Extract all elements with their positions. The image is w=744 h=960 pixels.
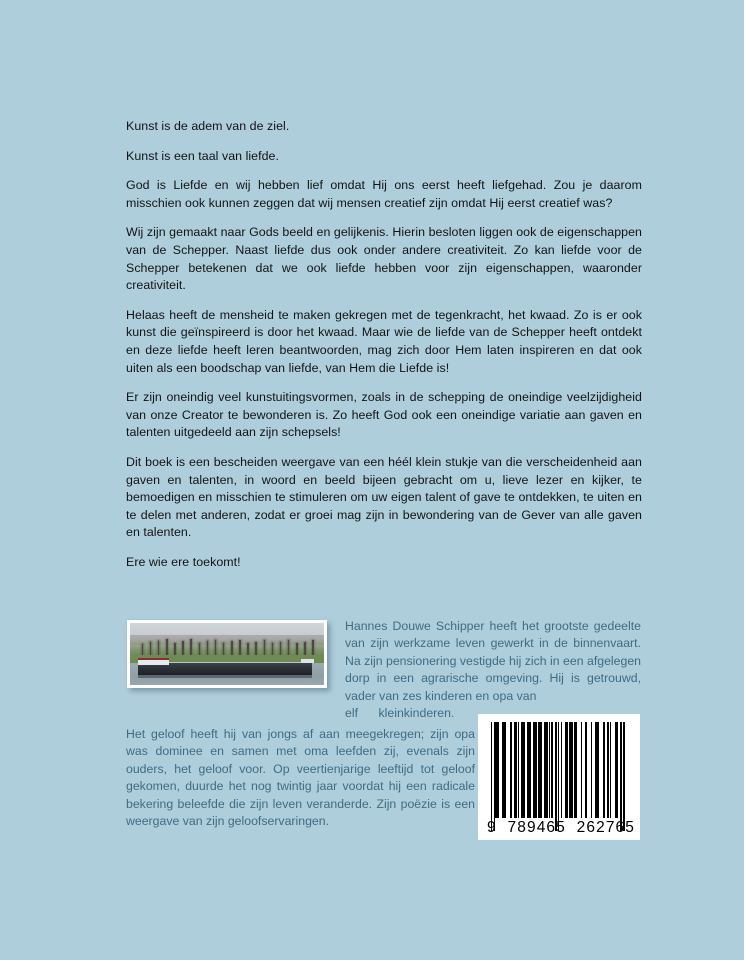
paragraph-7: Dit boek is een bescheiden weergave van een héél klein stukje van die verscheidenheid aan gaven en talenten, in woord en beeld bijeen gebracht om u, lieve lezer en kijker, te bemoedigen en misschien te stimuleren om uw eigen talent of gave te ontdekken, te uiten en te delen met anderen, zodat er groei mag zijn in bewondering van de Gever van alle gaven en talenten. <box>126 454 642 540</box>
paragraph-1: Kunst is de adem van de ziel. <box>126 119 290 133</box>
author-bio-paragraph-1-last-line: elf kleinkinderen. <box>345 706 455 721</box>
paragraph-2: Kunst is een taal van liefde. <box>126 148 279 163</box>
paragraph-5: Helaas heeft de mensheid te maken gekregen met de tegenkracht, het kwaad. Zo is er ook kunst die geïnspireerd is door het kwaad. Maar wie de liefde van de Schepper heeft ontdekt en deze liefde heeft leren beantwoorden, mag zich door Hem laten inspireren en dat ook uiten als een boodschap van liefde, van Hem die Liefde is! <box>126 307 642 375</box>
back-cover-body-text <box>126 118 642 571</box>
photo-wheelhouse <box>138 658 169 666</box>
paragraph-4: Wij zijn gemaakt naar Gods beeld en gelijkenis. Hierin besloten liggen ook de eigenschappen van de Schepper. Naast liefde dus ook onder andere creativiteit. Zo kan liefde voor de Schepper betekenen dat we ook liefde hebben voor zijn eigenschappen, waaronder creativiteit. <box>126 225 642 293</box>
barcode-bars <box>487 722 631 818</box>
paragraph-6: Er zijn oneindig veel kunstuitingsvormen, zoals in de schepping de oneindige veelzijdigheid van onze Creator te bewonderen is. Zo heeft God ook een oneindige variatie aan gaven en talenten uitgedeeld aan zijn schepsels! <box>126 390 642 440</box>
barge-photo-image <box>130 623 324 685</box>
photo-stern-structure <box>301 659 315 663</box>
author-barge-photo <box>127 620 327 688</box>
isbn-barcode <box>478 714 640 840</box>
photo-tree-row <box>130 639 324 656</box>
author-bio-paragraph-2: Het geloof heeft hij van jongs af aan meegekregen; zijn opa was dominee en samen met oma leefden zij, evenals zijn ouders, het geloof voor. Op veertienjarige leeftijd tot geloof gekomen, duurde het nog twintig jaar voordat hij een radicale bekering beleefde die zijn leven veranderde. Zijn poëzie is een weergave van zijn geloofservaringen. <box>126 727 475 829</box>
author-bio-paragraph-1: Hannes Douwe Schipper heeft het grootste gedeelte van zijn werkzame leven gewerkt in de binnenvaart. Na zijn pensionering vestigde hij zich in een afgelegen dorp in een agrarische omgeving. Hij is getrouwd, vader van zes kinderen en opa van <box>345 619 642 703</box>
author-bio-right-column <box>345 618 641 722</box>
paragraph-8: Ere wie ere toekomt! <box>126 554 241 569</box>
paragraph-3: God is Liefde en wij hebben lief omdat Hij ons eerst heeft liefgehad. Zou je daarom misschien ook kunnen zeggen dat wij mensen creatief zijn omdat Hij eerst creatief was? <box>126 178 642 210</box>
isbn-digits: 9 789465 262765 <box>487 819 635 836</box>
author-bio-bottom-column <box>126 726 475 830</box>
